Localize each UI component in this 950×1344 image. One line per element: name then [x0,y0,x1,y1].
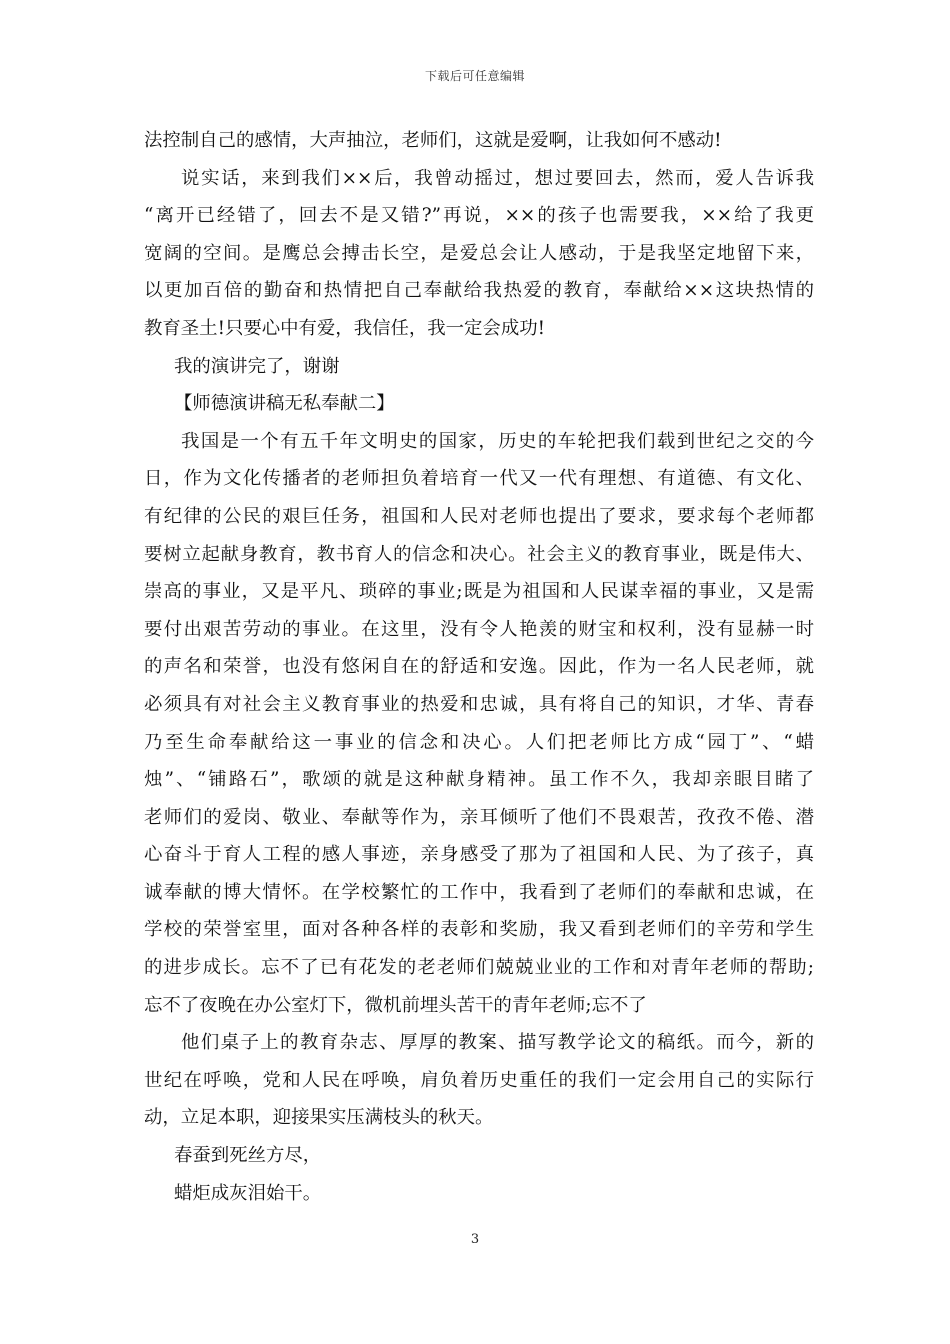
body-line: 我的演讲完了，谢谢 [174,355,340,377]
body-line: 崇高的事业，又是平凡、琐碎的事业;既是为祖国和人民谋幸福的事业，又是需 [144,581,814,603]
body-line: 必须具有对社会主义教育事业的热爱和忠诚，具有将自己的知识，才华、青春 [144,693,814,715]
body-line: 法控制自己的感情，大声抽泣，老师们，这就是爱啊，让我如何不感动! [144,130,722,151]
body-line: 烛”、“铺路石”，歌颂的就是这种献身精神。虽工作不久，我却亲眼目睹了 [144,769,814,791]
body-line: “离开已经错了，回去不是又错?”再说，××的孩子也需要我，××给了我更 [144,205,814,227]
poem-line: 蜡炬成灰泪始干。 [174,1182,322,1204]
body-line: 日，作为文化传播者的老师担负着培育一代又一代有理想、有道德、有文化、 [144,468,814,490]
body-line: 要树立起献身教育，教书育人的信念和决心。社会主义的教育事业，既是伟大、 [144,543,814,565]
page-number: 3 [470,1232,480,1247]
body-line: 宽阔的空间。是鹰总会搏击长空，是爱总会让人感动，于是我坚定地留下来， [144,242,814,264]
page-header: 下载后可任意编辑 [424,69,525,83]
body-line: 心奋斗于育人工程的感人事迹，亲身感受了那为了祖国和人民、为了孩子，真 [144,844,814,866]
body-line: 他们桌子上的教育杂志、厚厚的教案、描写教学论文的稿纸。而今，新的 [181,1032,814,1054]
body-line: 忘不了夜晚在办公室灯下，微机前埋头苦干的青年老师;忘不了 [144,994,647,1016]
body-line: 以更加百倍的勤奋和热情把自己奉献给我热爱的教育，奉献给××这块热情的 [144,280,814,302]
section-heading: 【师德演讲稿无私奉献二】 [174,393,395,415]
body-line: 老师们的爱岗、敬业、奉献等作为，亲耳倾听了他们不畏艰苦，孜孜不倦、潜 [144,806,814,828]
body-line: 世纪在呼唤，党和人民在呼唤，肩负着历史重任的我们一定会用自己的实际行 [144,1069,814,1091]
body-line: 我国是一个有五千年文明史的国家，历史的车轮把我们载到世纪之交的今 [181,430,814,452]
body-line: 乃至生命奉献给这一事业的信念和决心。人们把老师比方成“园丁”、“蜡 [144,731,814,753]
body-line: 说实话，来到我们××后，我曾动摇过，想过要回去，然而，爱人告诉我 [181,167,814,189]
body-line: 要付出艰苦劳动的事业。在这里，没有令人艳羡的财宝和权利，没有显赫一时 [144,618,814,640]
body-line: 学校的荣誉室里，面对各种各样的表彰和奖励，我又看到老师们的辛劳和学生 [144,919,814,941]
body-line: 有纪律的公民的艰巨任务，祖国和人民对老师也提出了要求，要求每个老师都 [144,505,814,527]
poem-line: 春蚕到死丝方尽， [174,1145,322,1167]
document-body [144,122,814,1212]
body-line: 的声名和荣誉，也没有悠闲自在的舒适和安逸。因此，作为一名人民老师，就 [144,656,814,678]
body-line: 的进步成长。忘不了已有花发的老老师们兢兢业业的工作和对青年老师的帮助; [144,957,814,979]
body-line: 诚奉献的博大情怀。在学校繁忙的工作中，我看到了老师们的奉献和忠诚，在 [144,881,814,903]
body-line: 动，立足本职，迎接果实压满枝头的秋天。 [144,1107,494,1129]
body-line: 教育圣土!只要心中有爱，我信任，我一定会成功! [144,317,545,339]
